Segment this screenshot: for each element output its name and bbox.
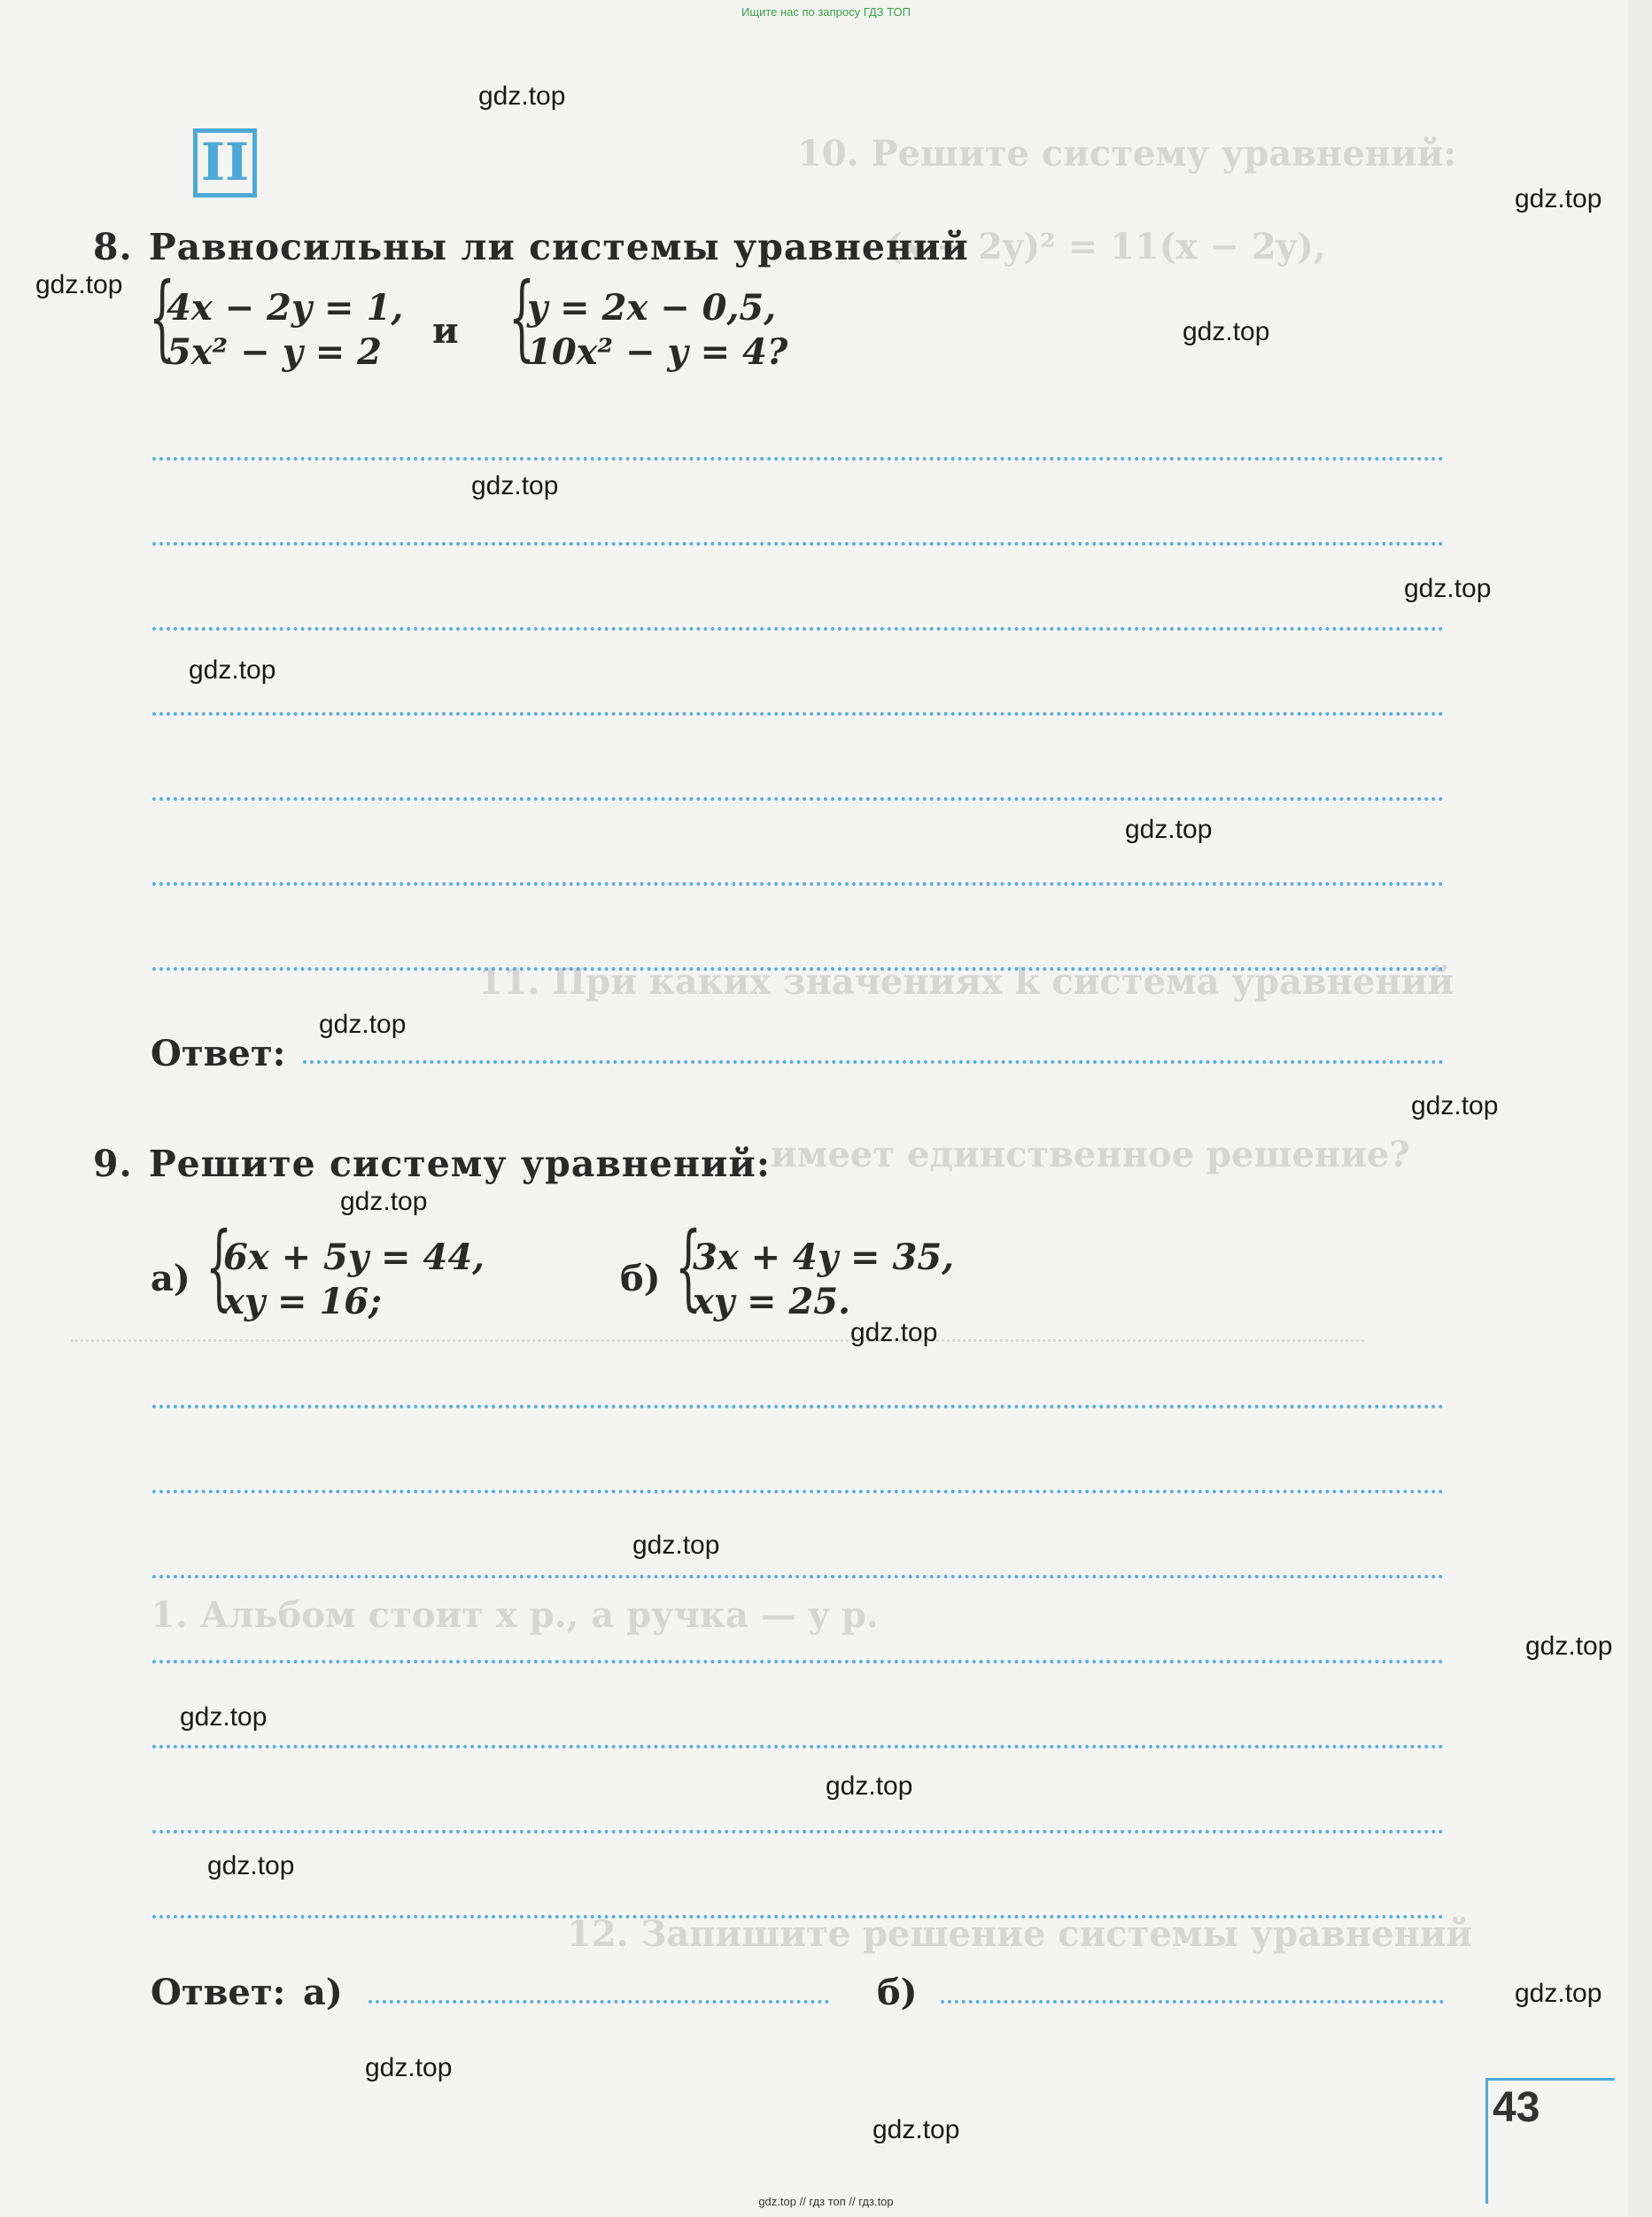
watermark: gdz.top: [1183, 317, 1270, 346]
bleed-text: 11. При каких значениях k система уравнений: [478, 961, 1454, 1003]
watermark: gdz.top: [207, 1851, 295, 1880]
watermark: gdz.top: [1515, 1979, 1602, 2008]
task-9-part-b-line-1: 3x + 4y = 35,: [693, 1236, 955, 1278]
answer-line[interactable]: [152, 1490, 1444, 1493]
answer-line[interactable]: [152, 1660, 1444, 1663]
watermark: gdz.top: [478, 81, 566, 111]
watermark: gdz.top: [826, 1771, 913, 1801]
answer-line[interactable]: [152, 1915, 1444, 1919]
system-brace: {: [508, 263, 536, 371]
task-9-number: 9.: [93, 1143, 133, 1185]
task-8-system-2-line-2: 10x² − y = 4?: [527, 331, 788, 373]
watermark: gdz.top: [319, 1010, 407, 1039]
task-8-system-1-line-2: 5x² − y = 2: [167, 331, 383, 373]
task-8-answer-line[interactable]: [303, 1060, 1444, 1064]
answer-line[interactable]: [152, 1575, 1444, 1578]
task-9-heading: [93, 1143, 771, 1185]
answer-line[interactable]: [152, 1405, 1444, 1408]
answer-line[interactable]: [152, 627, 1444, 631]
watermark: gdz.top: [850, 1318, 938, 1347]
system-brace: {: [206, 1213, 233, 1321]
task-9-part-b-label: б): [620, 1258, 661, 1299]
page-number: 43: [1493, 2084, 1540, 2131]
answer-line[interactable]: [152, 1745, 1444, 1748]
watermark: gdz.top: [1515, 184, 1602, 213]
bleed-text: (x − 2y)² = 11(x − 2y),: [886, 226, 1326, 267]
page-edge: [1628, 0, 1652, 2217]
task-9-title: Решите систему уравнений:: [148, 1143, 771, 1185]
bleed-text: 1. Альбом стоит x р., а ручка — y р.: [151, 1594, 879, 1636]
watermark: gdz.top: [365, 2053, 453, 2082]
bleed-text: 12. Запишите решение системы уравнений: [567, 1913, 1473, 1955]
answer-line[interactable]: [152, 712, 1444, 716]
watermark: gdz.top: [471, 471, 559, 500]
task-8-connector: и: [432, 310, 459, 352]
answer-line[interactable]: [152, 967, 1444, 971]
task-8-title: Равносильны ли системы уравнений: [148, 226, 969, 268]
task-9-answer-a-label: а): [303, 1972, 343, 2013]
task-8-heading: [93, 226, 969, 268]
task-8-number: 8.: [93, 226, 133, 268]
watermark: gdz.top: [1525, 1632, 1613, 1661]
system-brace: {: [675, 1213, 702, 1321]
task-9-part-b-line-2: xy = 25.: [693, 1281, 851, 1322]
footer-note: gdz.top // гдз топ // гдз.top: [758, 2195, 894, 2208]
task-9-answer-a-line[interactable]: [368, 2000, 829, 2004]
task-9-part-a-line-1: 6x + 5y = 44,: [223, 1236, 485, 1278]
header-note: Ищите нас по запросу ГДЗ ТОП: [741, 5, 911, 19]
task-9-answer-label: Ответ:: [151, 1972, 286, 2013]
watermark: gdz.top: [189, 655, 276, 685]
watermark: gdz.top: [1411, 1091, 1499, 1120]
watermark: gdz.top: [180, 1702, 268, 1732]
watermark: gdz.top: [340, 1187, 428, 1216]
task-8-system-2-line-1: y = 2x − 0,5,: [527, 287, 777, 329]
answer-line[interactable]: [152, 882, 1444, 886]
task-8-system-1-line-1: 4x − 2y = 1,: [167, 287, 404, 329]
task-9-part-a-label: а): [151, 1258, 190, 1299]
answer-line[interactable]: [152, 797, 1444, 801]
task-9-part-a-line-2: xy = 16;: [223, 1281, 382, 1322]
task-8-answer-label: Ответ:: [151, 1033, 286, 1074]
system-brace: {: [149, 263, 176, 371]
answer-line[interactable]: [152, 457, 1444, 461]
watermark: gdz.top: [873, 2115, 960, 2144]
answer-line[interactable]: [152, 1830, 1444, 1833]
level-badge: II: [193, 128, 257, 198]
watermark: gdz.top: [35, 270, 123, 299]
bleed-text: 10. Решите систему уравнений:: [797, 133, 1457, 174]
watermark: gdz.top: [632, 1531, 720, 1560]
task-9-answer-b-line[interactable]: [941, 2000, 1444, 2004]
watermark: gdz.top: [1404, 574, 1492, 603]
watermark: gdz.top: [1125, 815, 1213, 844]
task-9-answer-b-label: б): [877, 1972, 918, 2013]
answer-line[interactable]: [152, 542, 1444, 546]
bleed-text: имеет единственное решение?: [771, 1134, 1410, 1175]
bleed-line: [71, 1339, 1364, 1342]
